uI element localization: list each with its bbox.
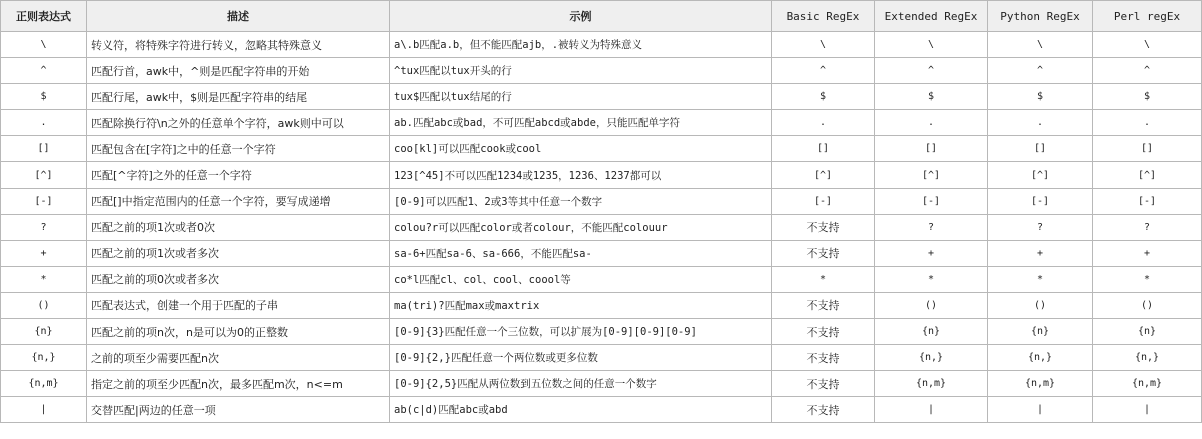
cell-extended: [^] bbox=[875, 162, 988, 188]
table-row bbox=[1, 162, 1202, 188]
cell-python: ? bbox=[988, 214, 1093, 240]
cell-basic: 不支持 bbox=[772, 345, 875, 371]
cell-perl: () bbox=[1093, 292, 1202, 318]
cell-description: 匹配除换行符\n之外的任意单个字符，awk则中可以 bbox=[87, 110, 390, 136]
cell-description: 匹配表达式，创建一个用于匹配的子串 bbox=[87, 292, 390, 318]
cell-python: \ bbox=[988, 32, 1093, 58]
cell-example: [0-9]{2,}匹配任意一个两位数或更多位数 bbox=[390, 345, 772, 371]
table-row bbox=[1, 58, 1202, 84]
header-description: 描述 bbox=[87, 1, 390, 32]
cell-perl: {n,} bbox=[1093, 345, 1202, 371]
cell-description: 匹配包含在[字符]之中的任意一个字符 bbox=[87, 136, 390, 162]
cell-description: 匹配之前的项0次或者多次 bbox=[87, 266, 390, 292]
cell-description: 交替匹配|两边的任意一项 bbox=[87, 397, 390, 423]
cell-example: colou?r可以匹配color或者colour，不能匹配colouur bbox=[390, 214, 772, 240]
cell-extended: {n} bbox=[875, 319, 988, 345]
cell-perl: {n} bbox=[1093, 319, 1202, 345]
cell-pattern: * bbox=[1, 266, 87, 292]
cell-extended: \ bbox=[875, 32, 988, 58]
table-row bbox=[1, 345, 1202, 371]
table-row bbox=[1, 371, 1202, 397]
table-row bbox=[1, 319, 1202, 345]
cell-perl: {n,m} bbox=[1093, 371, 1202, 397]
cell-example: coo[kl]可以匹配cook或cool bbox=[390, 136, 772, 162]
cell-example: ^tux匹配以tux开头的行 bbox=[390, 58, 772, 84]
cell-example: 123[^45]不可以匹配1234或1235，1236、1237都可以 bbox=[390, 162, 772, 188]
header-pattern: 正则表达式 bbox=[1, 1, 87, 32]
cell-perl: + bbox=[1093, 240, 1202, 266]
cell-basic: 不支持 bbox=[772, 319, 875, 345]
cell-example: [0-9]{3}匹配任意一个三位数，可以扩展为[0-9][0-9][0-9] bbox=[390, 319, 772, 345]
cell-perl: . bbox=[1093, 110, 1202, 136]
cell-extended: [-] bbox=[875, 188, 988, 214]
cell-example: co*l匹配cl、col、cool、coool等 bbox=[390, 266, 772, 292]
header-example: 示例 bbox=[390, 1, 772, 32]
cell-python: [-] bbox=[988, 188, 1093, 214]
cell-pattern: {n,m} bbox=[1, 371, 87, 397]
cell-basic: * bbox=[772, 266, 875, 292]
cell-pattern: | bbox=[1, 397, 87, 423]
table-row bbox=[1, 188, 1202, 214]
cell-extended: + bbox=[875, 240, 988, 266]
header-perl-regex: Perl regEx bbox=[1093, 1, 1202, 32]
cell-basic: \ bbox=[772, 32, 875, 58]
table-row bbox=[1, 397, 1202, 423]
table-row bbox=[1, 110, 1202, 136]
cell-pattern: [-] bbox=[1, 188, 87, 214]
cell-basic: ^ bbox=[772, 58, 875, 84]
cell-description: 匹配[]中指定范围内的任意一个字符，要写成递增 bbox=[87, 188, 390, 214]
cell-pattern: {n,} bbox=[1, 345, 87, 371]
table-row bbox=[1, 136, 1202, 162]
cell-basic: 不支持 bbox=[772, 371, 875, 397]
cell-example: [0-9]可以匹配1、2或3等其中任意一个数字 bbox=[390, 188, 772, 214]
cell-extended: ? bbox=[875, 214, 988, 240]
table-row bbox=[1, 32, 1202, 58]
header-python-regex: Python RegEx bbox=[988, 1, 1093, 32]
table-row bbox=[1, 292, 1202, 318]
cell-pattern: . bbox=[1, 110, 87, 136]
cell-perl: ? bbox=[1093, 214, 1202, 240]
cell-pattern: ^ bbox=[1, 58, 87, 84]
cell-description: 匹配行尾，awk中，$则是匹配字符串的结尾 bbox=[87, 84, 390, 110]
cell-python: | bbox=[988, 397, 1093, 423]
table-row bbox=[1, 266, 1202, 292]
cell-basic: [^] bbox=[772, 162, 875, 188]
cell-perl: * bbox=[1093, 266, 1202, 292]
cell-python: + bbox=[988, 240, 1093, 266]
header-extended-regex: Extended RegEx bbox=[875, 1, 988, 32]
cell-pattern: \ bbox=[1, 32, 87, 58]
cell-perl: [^] bbox=[1093, 162, 1202, 188]
cell-basic: 不支持 bbox=[772, 397, 875, 423]
cell-basic: [-] bbox=[772, 188, 875, 214]
cell-python: {n,} bbox=[988, 345, 1093, 371]
cell-pattern: + bbox=[1, 240, 87, 266]
table-row bbox=[1, 84, 1202, 110]
cell-extended: * bbox=[875, 266, 988, 292]
cell-pattern: [] bbox=[1, 136, 87, 162]
cell-example: ab(c|d)匹配abc或abd bbox=[390, 397, 772, 423]
cell-pattern: ? bbox=[1, 214, 87, 240]
header-basic-regex: Basic RegEx bbox=[772, 1, 875, 32]
cell-description: 之前的项至少需要匹配n次 bbox=[87, 345, 390, 371]
cell-extended: () bbox=[875, 292, 988, 318]
cell-basic: [] bbox=[772, 136, 875, 162]
cell-extended: | bbox=[875, 397, 988, 423]
cell-python: ^ bbox=[988, 58, 1093, 84]
cell-description: 转义符，将特殊字符进行转义，忽略其特殊意义 bbox=[87, 32, 390, 58]
cell-example: ma(tri)?匹配max或maxtrix bbox=[390, 292, 772, 318]
cell-extended: {n,m} bbox=[875, 371, 988, 397]
cell-description: 匹配行首，awk中，^则是匹配字符串的开始 bbox=[87, 58, 390, 84]
cell-extended: {n,} bbox=[875, 345, 988, 371]
cell-description: 匹配[^字符]之外的任意一个字符 bbox=[87, 162, 390, 188]
cell-pattern: () bbox=[1, 292, 87, 318]
cell-extended: $ bbox=[875, 84, 988, 110]
cell-example: [0-9]{2,5}匹配从两位数到五位数之间的任意一个数字 bbox=[390, 371, 772, 397]
cell-basic: 不支持 bbox=[772, 292, 875, 318]
cell-extended: . bbox=[875, 110, 988, 136]
header-row bbox=[1, 1, 1202, 32]
cell-pattern: {n} bbox=[1, 319, 87, 345]
cell-example: ab.匹配abc或bad，不可匹配abcd或abde，只能匹配单字符 bbox=[390, 110, 772, 136]
cell-description: 匹配之前的项1次或者多次 bbox=[87, 240, 390, 266]
cell-extended: ^ bbox=[875, 58, 988, 84]
cell-pattern: $ bbox=[1, 84, 87, 110]
cell-perl: | bbox=[1093, 397, 1202, 423]
cell-python: $ bbox=[988, 84, 1093, 110]
cell-python: * bbox=[988, 266, 1093, 292]
cell-description: 匹配之前的项n次，n是可以为0的正整数 bbox=[87, 319, 390, 345]
cell-extended: [] bbox=[875, 136, 988, 162]
cell-example: sa-6+匹配sa-6、sa-666，不能匹配sa- bbox=[390, 240, 772, 266]
cell-python: {n} bbox=[988, 319, 1093, 345]
cell-basic: . bbox=[772, 110, 875, 136]
cell-perl: \ bbox=[1093, 32, 1202, 58]
cell-description: 指定之前的项至少匹配n次，最多匹配m次，n<=m bbox=[87, 371, 390, 397]
cell-example: tux$匹配以tux结尾的行 bbox=[390, 84, 772, 110]
cell-description: 匹配之前的项1次或者0次 bbox=[87, 214, 390, 240]
cell-python: . bbox=[988, 110, 1093, 136]
table-row bbox=[1, 240, 1202, 266]
cell-python: () bbox=[988, 292, 1093, 318]
cell-pattern: [^] bbox=[1, 162, 87, 188]
cell-perl: ^ bbox=[1093, 58, 1202, 84]
cell-perl: $ bbox=[1093, 84, 1202, 110]
table-row bbox=[1, 214, 1202, 240]
cell-perl: [-] bbox=[1093, 188, 1202, 214]
cell-example: a\.b匹配a.b，但不能匹配ajb，.被转义为特殊意义 bbox=[390, 32, 772, 58]
cell-basic: 不支持 bbox=[772, 214, 875, 240]
cell-python: {n,m} bbox=[988, 371, 1093, 397]
cell-python: [] bbox=[988, 136, 1093, 162]
cell-python: [^] bbox=[988, 162, 1093, 188]
cell-basic: $ bbox=[772, 84, 875, 110]
cell-perl: [] bbox=[1093, 136, 1202, 162]
cell-basic: 不支持 bbox=[772, 240, 875, 266]
